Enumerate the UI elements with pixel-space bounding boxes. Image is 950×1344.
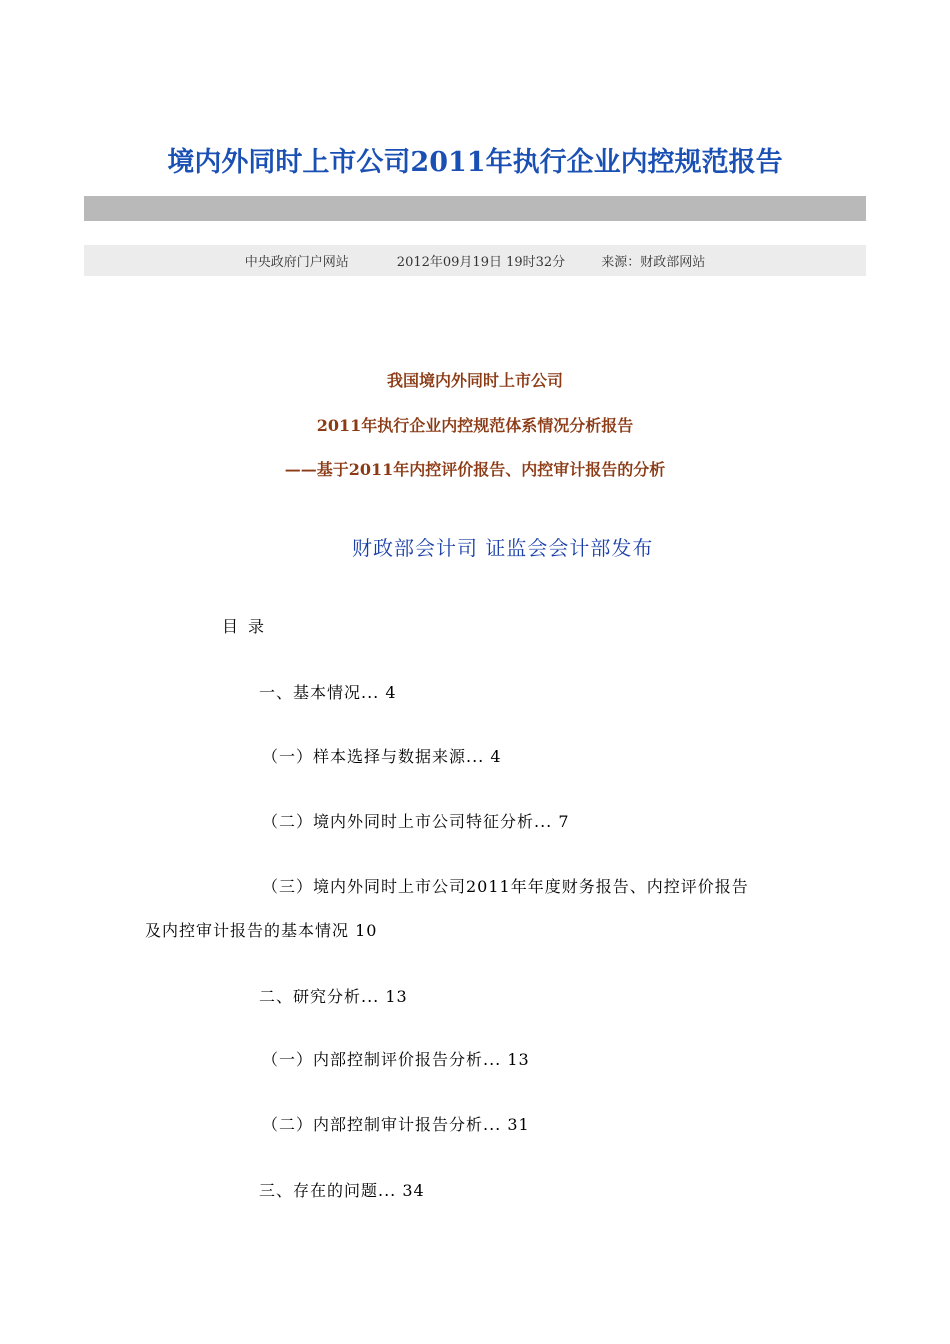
toc-item[interactable]: （一）样本选择与数据来源... 4 xyxy=(262,747,502,766)
page-title: 境内外同时上市公司2011年执行企业内控规范报告 xyxy=(167,147,783,178)
meta-site: 中央政府门户网站 xyxy=(244,255,349,270)
toc-title: 目录 xyxy=(222,617,275,636)
meta-source: 来源：财政部网站 xyxy=(601,255,706,270)
toc-item[interactable]: 三、存在的问题... 34 xyxy=(259,1181,425,1200)
report-heading-line-3: ——基于2011年内控评价报告、内控审计报告的分析 xyxy=(284,460,666,479)
report-heading-line-2: 2011年执行企业内控规范体系情况分析报告 xyxy=(316,416,634,435)
toc-item[interactable]: （二）内部控制审计报告分析... 31 xyxy=(262,1115,530,1134)
toc-item-continuation[interactable]: 及内控审计报告的基本情况 10 xyxy=(145,921,378,940)
toc-item[interactable]: （一）内部控制评价报告分析... 13 xyxy=(262,1050,530,1069)
title-divider-bar xyxy=(84,196,866,221)
toc-item[interactable]: 二、研究分析... 13 xyxy=(259,987,408,1006)
toc-item[interactable]: （三）境内外同时上市公司2011年年度财务报告、内控评价报告 xyxy=(262,877,749,896)
toc-item[interactable]: （二）境内外同时上市公司特征分析... 7 xyxy=(262,812,570,831)
toc-item[interactable]: 一、基本情况... 4 xyxy=(259,683,397,702)
report-heading-line-1: 我国境内外同时上市公司 xyxy=(386,371,563,390)
publisher-line: 财政部会计司 证监会会计部发布 xyxy=(352,536,654,560)
article-meta-bar xyxy=(84,245,866,276)
meta-date: 2012年09月19日 19时32分 xyxy=(396,255,566,270)
